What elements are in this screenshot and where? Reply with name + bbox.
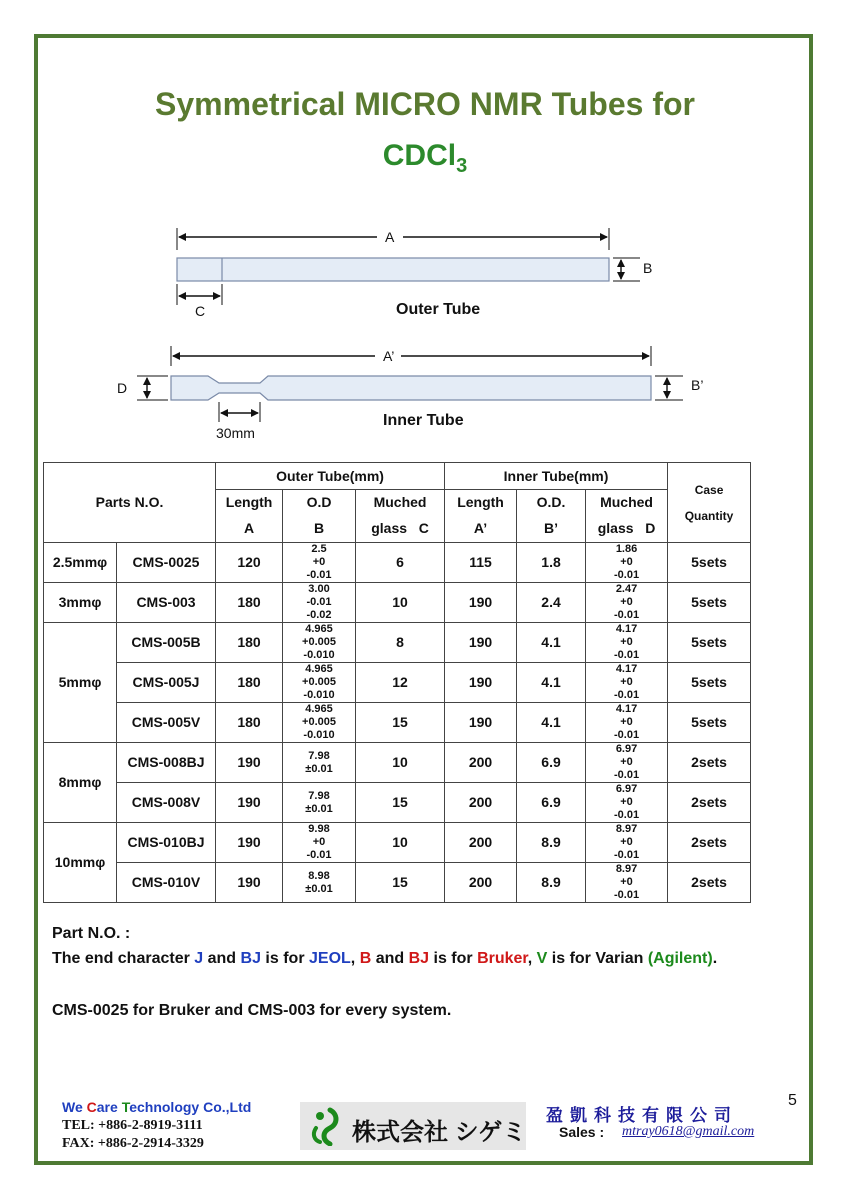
- part-number-cell: CMS-008V: [117, 783, 216, 823]
- outer-glass-cell: 15: [356, 783, 445, 823]
- outer-length-cell: 180: [216, 663, 283, 703]
- part-number-cell: CMS-003: [117, 583, 216, 623]
- inner-glass-cell-line: -0.01: [613, 889, 640, 901]
- inner-glass-cell-line: +0: [620, 596, 633, 608]
- notes-bruker: Bruker: [477, 950, 528, 967]
- inner-label-b: B’: [691, 377, 704, 393]
- inner-tube-body: [171, 376, 651, 400]
- outer-glass-cell: 6: [356, 543, 445, 583]
- inner-glass-cell-line: +0: [620, 876, 633, 888]
- table-row: [44, 863, 751, 903]
- inner-glass-cell: [586, 663, 668, 703]
- inner-glass-cell: [586, 743, 668, 783]
- notes-line: [52, 950, 717, 968]
- header-muched: Muched: [356, 490, 445, 516]
- inner-length-cell: 200: [445, 743, 517, 783]
- outer-od-cell-line: 4.965: [305, 703, 333, 715]
- outer-od-cell: [283, 863, 356, 903]
- notes-jeol: JEOL: [309, 950, 351, 967]
- notes-text: is for Varian: [547, 950, 648, 967]
- case-quantity-cell: 5sets: [668, 703, 751, 743]
- page-number: 5: [788, 1092, 797, 1109]
- inner-glass-cell-line: 8.97: [615, 823, 638, 835]
- case-quantity-cell: 5sets: [668, 623, 751, 663]
- case-quantity-cell: 2sets: [668, 743, 751, 783]
- inner-length-cell: 190: [445, 583, 517, 623]
- outer-glass-cell: 15: [356, 863, 445, 903]
- notes-text: and: [203, 950, 241, 967]
- outer-length-cell: 180: [216, 583, 283, 623]
- outer-od-cell: [283, 823, 356, 863]
- page-title: Symmetrical MICRO NMR Tubes for: [155, 86, 695, 122]
- inner-label-a: A’: [383, 348, 395, 364]
- inner-glass-cell-line: +0: [620, 556, 633, 568]
- outer-length-cell: 190: [216, 863, 283, 903]
- inner-od-cell: 6.9: [517, 743, 586, 783]
- outer-od-cell-line: ±0.01: [305, 802, 333, 815]
- inner-label-30mm: 30mm: [216, 425, 255, 441]
- outer-length-cell: 190: [216, 743, 283, 783]
- inner-glass-cell-line: +0: [620, 836, 633, 848]
- inner-od-cell: 4.1: [517, 623, 586, 663]
- solvent-subscript: 3: [456, 155, 468, 177]
- header-outer-tube: Outer Tube(mm): [216, 463, 445, 490]
- inner-glass-cell: [586, 703, 668, 743]
- company-text: echnology Co.,Ltd: [129, 1099, 252, 1115]
- header-muched2: Muched: [586, 490, 668, 516]
- outer-length-cell: 190: [216, 823, 283, 863]
- part-number-cell: CMS-010BJ: [117, 823, 216, 863]
- outer-od-cell-line: 4.965: [305, 663, 333, 675]
- inner-glass-cell: [586, 543, 668, 583]
- notes-text: .: [712, 950, 718, 967]
- outer-od-cell-line: 8.98: [308, 869, 330, 882]
- shigemi-logo-text: 株式会社 シゲミ: [352, 1119, 527, 1146]
- part-number-cell: CMS-005J: [117, 663, 216, 703]
- inner-tube-caption: Inner Tube: [383, 412, 464, 429]
- header-length2: Length: [445, 490, 517, 516]
- solvent-name: CDCl: [382, 139, 457, 172]
- header-parts: Parts N.O.: [44, 463, 216, 543]
- inner-label-d: D: [117, 380, 128, 396]
- company-c: C: [86, 1099, 97, 1115]
- inner-glass-cell-line: 2.47: [615, 583, 638, 595]
- company-text: are: [96, 1099, 122, 1115]
- outer-od-cell-line: -0.01: [306, 569, 332, 581]
- inner-glass-cell: [586, 623, 668, 663]
- outer-glass-cell: 10: [356, 823, 445, 863]
- notes-bj-red: BJ: [408, 950, 430, 967]
- case-quantity-cell: 2sets: [668, 783, 751, 823]
- outer-length-cell: 180: [216, 703, 283, 743]
- inner-length-cell: 200: [445, 863, 517, 903]
- inner-glass-cell-line: +0: [620, 716, 633, 728]
- outer-od-cell: [283, 703, 356, 743]
- inner-glass-cell-line: -0.01: [613, 849, 640, 861]
- part-number-cell: CMS-005V: [117, 703, 216, 743]
- size-group-cell: 2.5mmφ: [44, 543, 117, 583]
- case-quantity-cell: 5sets: [668, 583, 751, 623]
- table-row: [44, 583, 751, 623]
- inner-glass-cell-line: 8.97: [615, 863, 638, 875]
- notes-agilent: (Agilent): [647, 950, 713, 967]
- part-number-cell: CMS-0025: [117, 543, 216, 583]
- outer-od-cell-line: +0.005: [302, 676, 336, 688]
- inner-glass-cell-line: +0: [620, 636, 633, 648]
- outer-od-cell-line: +0.005: [302, 636, 336, 648]
- inner-od-cell: 1.8: [517, 543, 586, 583]
- case-quantity-cell: 5sets: [668, 543, 751, 583]
- outer-od-cell-line: 7.98: [308, 789, 330, 802]
- inner-od-cell: 4.1: [517, 663, 586, 703]
- size-group-cell: 8mmφ: [44, 743, 117, 823]
- outer-glass-cell: 10: [356, 583, 445, 623]
- size-group-cell: 10mmφ: [44, 823, 117, 903]
- outer-od-cell-line: -0.02: [306, 609, 332, 621]
- notes-text: ,: [350, 950, 360, 967]
- case-quantity-cell: 2sets: [668, 863, 751, 903]
- notes-text: is for: [429, 950, 478, 967]
- notes-v: V: [536, 950, 548, 967]
- outer-tube-body: [177, 258, 609, 281]
- header-inner-tube: Inner Tube(mm): [445, 463, 668, 490]
- inner-glass-cell-line: -0.01: [613, 729, 640, 741]
- tube-diagram: [0, 0, 850, 460]
- inner-length-cell: 115: [445, 543, 517, 583]
- company-t: T: [121, 1099, 130, 1115]
- notes-text: is for: [260, 950, 309, 967]
- inner-glass-cell-line: 6.97: [615, 743, 638, 755]
- company-fax: FAX: +886-2-2914-3329: [62, 1136, 204, 1151]
- company-tel: TEL: +886-2-8919-3111: [62, 1118, 203, 1133]
- inner-glass-cell-line: 4.17: [615, 703, 638, 715]
- inner-glass-cell-line: -0.01: [613, 769, 640, 781]
- outer-od-cell-line: ±0.01: [305, 882, 333, 895]
- table-row: [44, 703, 751, 743]
- inner-glass-cell-line: 6.97: [615, 783, 638, 795]
- notes-bj: BJ: [240, 950, 261, 967]
- inner-od-cell: 8.9: [517, 863, 586, 903]
- table-row: [44, 783, 751, 823]
- header-glass-c: glass C: [356, 516, 445, 543]
- outer-length-cell: 180: [216, 623, 283, 663]
- header-case-quantity: [668, 463, 751, 543]
- outer-label-c: C: [195, 303, 206, 319]
- outer-od-cell: [283, 543, 356, 583]
- shigemi-logo-icon: [308, 1106, 348, 1146]
- outer-label-b: B: [643, 260, 653, 276]
- outer-od-cell-line: 9.98: [308, 823, 330, 835]
- chinese-company-name: 盈凱科技有限公司: [546, 1106, 738, 1126]
- header-quantity: Quantity: [684, 508, 734, 523]
- header-od: O.D: [283, 490, 356, 516]
- outer-od-cell-line: -0.01: [306, 596, 332, 608]
- outer-od-cell-line: +0: [312, 836, 326, 848]
- outer-od-cell: [283, 663, 356, 703]
- table-row: [44, 543, 751, 583]
- inner-glass-cell-line: 4.17: [615, 663, 638, 675]
- header-a-prime: A’: [445, 516, 517, 543]
- table-row: [44, 663, 751, 703]
- inner-glass-cell: [586, 583, 668, 623]
- outer-od-cell-line: -0.010: [303, 689, 335, 701]
- outer-length-cell: 190: [216, 783, 283, 823]
- company-text: We: [62, 1099, 87, 1115]
- notes-j: J: [194, 950, 204, 967]
- outer-od-cell: [283, 743, 356, 783]
- case-quantity-cell: 2sets: [668, 823, 751, 863]
- outer-od-cell: [283, 623, 356, 663]
- header-b-prime: B’: [517, 516, 586, 543]
- inner-length-cell: 200: [445, 783, 517, 823]
- inner-glass-cell-line: -0.01: [613, 609, 640, 621]
- spec-table: [43, 462, 751, 903]
- outer-glass-cell: 12: [356, 663, 445, 703]
- inner-glass-cell: [586, 863, 668, 903]
- notes-heading: Part N.O. :: [52, 925, 131, 942]
- inner-glass-cell-line: 4.17: [615, 623, 638, 635]
- outer-label-a: A: [385, 229, 395, 245]
- inner-glass-cell-line: +0: [620, 796, 633, 808]
- header-a: A: [216, 516, 283, 543]
- outer-glass-cell: 10: [356, 743, 445, 783]
- notes-text: ,: [527, 950, 537, 967]
- header-b: B: [283, 516, 356, 543]
- inner-glass-cell-line: +0: [620, 676, 633, 688]
- outer-glass-cell: 15: [356, 703, 445, 743]
- inner-glass-cell-line: +0: [620, 756, 633, 768]
- inner-od-cell: 2.4: [517, 583, 586, 623]
- inner-glass-cell-line: -0.01: [613, 689, 640, 701]
- inner-length-cell: 190: [445, 623, 517, 663]
- outer-tube-caption: Outer Tube: [396, 301, 481, 318]
- outer-od-cell-line: -0.010: [303, 649, 335, 661]
- inner-od-cell: 4.1: [517, 703, 586, 743]
- outer-od-cell-line: 4.965: [305, 623, 333, 635]
- part-number-cell: CMS-005B: [117, 623, 216, 663]
- table-row: [44, 623, 751, 663]
- table-row: [44, 743, 751, 783]
- outer-od-cell: [283, 583, 356, 623]
- inner-length-cell: 190: [445, 703, 517, 743]
- table-row: [44, 823, 751, 863]
- inner-glass-cell-line: -0.01: [613, 649, 640, 661]
- size-group-cell: 5mmφ: [44, 623, 117, 743]
- notes-text: The end character: [52, 950, 195, 967]
- header-od2: O.D.: [517, 490, 586, 516]
- header-glass-d: glass D: [586, 516, 668, 543]
- inner-glass-cell-line: -0.01: [613, 569, 640, 581]
- outer-od-cell-line: -0.010: [303, 729, 335, 741]
- outer-od-cell-line: 2.5: [311, 543, 327, 555]
- case-quantity-cell: 5sets: [668, 663, 751, 703]
- company-name: [62, 1099, 251, 1115]
- outer-length-cell: 120: [216, 543, 283, 583]
- inner-glass-cell: [586, 823, 668, 863]
- part-number-cell: CMS-008BJ: [117, 743, 216, 783]
- inner-glass-cell-line: 1.86: [615, 543, 638, 555]
- inner-glass-cell: [586, 783, 668, 823]
- inner-od-cell: 8.9: [517, 823, 586, 863]
- outer-od-cell: [283, 783, 356, 823]
- inner-length-cell: 190: [445, 663, 517, 703]
- sales-label: Sales :: [559, 1124, 605, 1140]
- notes-text: and: [371, 950, 409, 967]
- sales-email-link[interactable]: mtray0618@gmail.com: [622, 1124, 755, 1139]
- outer-od-cell-line: -0.01: [306, 849, 332, 861]
- header-case: Case: [694, 482, 724, 497]
- notes-line-3: CMS-0025 for Bruker and CMS-003 for every system.: [52, 1002, 452, 1019]
- part-number-cell: CMS-010V: [117, 863, 216, 903]
- outer-od-cell-line: ±0.01: [305, 762, 333, 775]
- inner-length-cell: 200: [445, 823, 517, 863]
- inner-glass-cell-line: -0.01: [613, 809, 640, 821]
- outer-od-cell-line: 7.98: [308, 749, 330, 762]
- outer-od-cell-line: +0: [312, 556, 326, 568]
- inner-od-cell: 6.9: [517, 783, 586, 823]
- size-group-cell: 3mmφ: [44, 583, 117, 623]
- notes-b: B: [359, 950, 372, 967]
- outer-od-cell-line: 3.00: [308, 583, 330, 595]
- header-length: Length: [216, 490, 283, 516]
- outer-od-cell-line: +0.005: [302, 716, 336, 728]
- outer-glass-cell: 8: [356, 623, 445, 663]
